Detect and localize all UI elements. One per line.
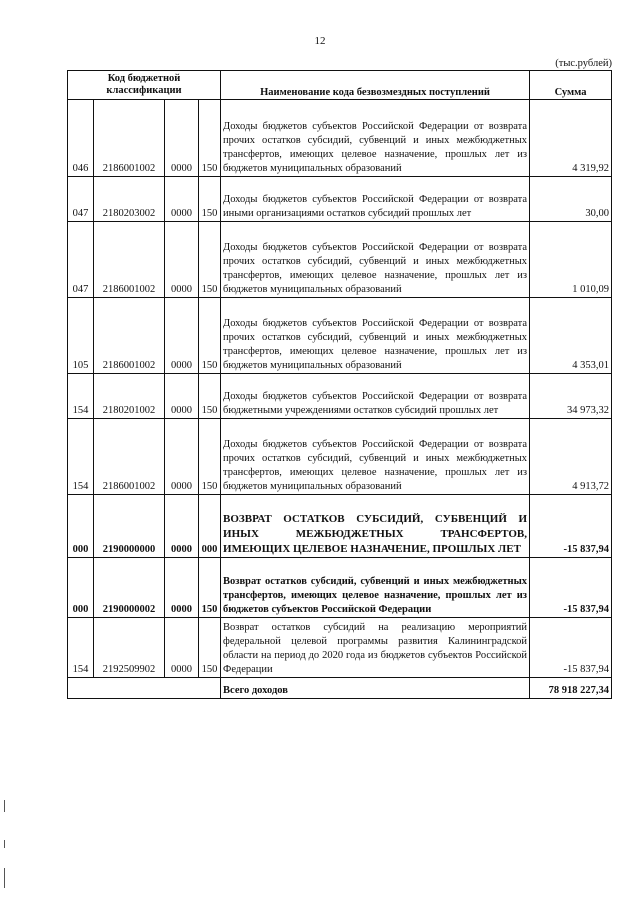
code-kind: 150 <box>199 100 221 177</box>
code-program: 0000 <box>165 618 199 678</box>
total-code-empty <box>68 678 221 699</box>
code-main: 2186001002 <box>94 298 165 374</box>
row-description: Доходы бюджетов субъектов Российской Федерации от возврата прочих остатков субсидий, субвенций и иных межбюджетных трансфертов, имеющих целевое назначение, прошлых лет из бюджетов муниципальных образований <box>221 298 530 374</box>
row-description: Доходы бюджетов субъектов Российской Федерации от возврата иными организациями остатков субсидий прошлых лет <box>221 177 530 222</box>
code-main: 2186001002 <box>94 222 165 298</box>
code-kind: 150 <box>199 558 221 618</box>
code-admin: 154 <box>68 374 94 419</box>
total-row <box>68 678 612 699</box>
code-kind: 150 <box>199 419 221 495</box>
total-label: Всего доходов <box>221 678 530 699</box>
code-program: 0000 <box>165 419 199 495</box>
header-code: Код бюджетной классификации <box>68 71 221 100</box>
row-description: Доходы бюджетов субъектов Российской Федерации от возврата бюджетными учреждениями остатков субсидий прошлых лет <box>221 374 530 419</box>
table-row <box>68 298 612 374</box>
row-description: Доходы бюджетов субъектов Российской Федерации от возврата прочих остатков субсидий, субвенций и иных межбюджетных трансфертов, имеющих целевое назначение, прошлых лет из бюджетов муниципальных образований <box>221 419 530 495</box>
row-sum: -15 837,94 <box>530 618 612 678</box>
code-kind: 150 <box>199 298 221 374</box>
scan-mark <box>4 800 5 812</box>
row-description: Доходы бюджетов субъектов Российской Федерации от возврата прочих остатков субсидий, субвенций и иных межбюджетных трансфертов, имеющих целевое назначение, прошлых лет из бюджетов муниципальных образований <box>221 100 530 177</box>
code-main: 2192509902 <box>94 618 165 678</box>
budget-table <box>67 70 612 699</box>
row-sum: 4 319,92 <box>530 100 612 177</box>
code-main: 2180201002 <box>94 374 165 419</box>
total-sum: 78 918 227,34 <box>530 678 612 699</box>
code-program: 0000 <box>165 177 199 222</box>
table-row <box>68 419 612 495</box>
row-sum: -15 837,94 <box>530 558 612 618</box>
code-admin: 000 <box>68 495 94 558</box>
table-row-subsection <box>68 558 612 618</box>
code-admin: 047 <box>68 177 94 222</box>
code-kind: 150 <box>199 177 221 222</box>
code-admin: 154 <box>68 618 94 678</box>
scan-mark <box>4 840 5 848</box>
code-kind: 150 <box>199 222 221 298</box>
table-row <box>68 374 612 419</box>
row-sum: 30,00 <box>530 177 612 222</box>
units-label: (тыс.рублей) <box>555 58 612 69</box>
code-program: 0000 <box>165 374 199 419</box>
header-sum: Сумма <box>530 71 612 100</box>
row-sum: 34 973,32 <box>530 374 612 419</box>
table-row <box>68 177 612 222</box>
table-row <box>68 222 612 298</box>
code-main: 2190000000 <box>94 495 165 558</box>
row-description: ВОЗВРАТ ОСТАТКОВ СУБСИДИЙ, СУБВЕНЦИЙ И ИНЫХ МЕЖБЮДЖЕТНЫХ ТРАНСФЕРТОВ, ИМЕЮЩИХ ЦЕЛЕВОЕ НАЗНАЧЕНИЕ, ПРОШЛЫХ ЛЕТ <box>221 495 530 558</box>
code-main: 2186001002 <box>94 419 165 495</box>
code-kind: 000 <box>199 495 221 558</box>
code-program: 0000 <box>165 298 199 374</box>
code-kind: 150 <box>199 618 221 678</box>
code-admin: 046 <box>68 100 94 177</box>
code-main: 2190000002 <box>94 558 165 618</box>
table-row <box>68 618 612 678</box>
scan-mark <box>4 868 5 888</box>
row-description: Возврат остатков субсидий на реализацию мероприятий федеральной целевой программы развития Калининградской области на период до 2020 года из бюджетов субъектов Российской Федерации <box>221 618 530 678</box>
code-admin: 047 <box>68 222 94 298</box>
table-row <box>68 100 612 177</box>
row-sum: 4 353,01 <box>530 298 612 374</box>
header-name: Наименование кода безвозмездных поступлений <box>221 71 530 100</box>
code-program: 0000 <box>165 222 199 298</box>
row-description: Доходы бюджетов субъектов Российской Федерации от возврата прочих остатков субсидий, субвенций и иных межбюджетных трансфертов, имеющих целевое назначение, прошлых лет из бюджетов муниципальных образований <box>221 222 530 298</box>
code-main: 2180203002 <box>94 177 165 222</box>
code-kind: 150 <box>199 374 221 419</box>
table-row-section <box>68 495 612 558</box>
row-description: Возврат остатков субсидий, субвенций и иных межбюджетных трансфертов, имеющих целевое назначение, прошлых лет из бюджетов субъектов Российской Федерации <box>221 558 530 618</box>
code-program: 0000 <box>165 495 199 558</box>
code-admin: 154 <box>68 419 94 495</box>
table-header-row <box>68 71 612 100</box>
row-sum: -15 837,94 <box>530 495 612 558</box>
row-sum: 1 010,09 <box>530 222 612 298</box>
row-sum: 4 913,72 <box>530 419 612 495</box>
page-number: 12 <box>314 35 326 47</box>
code-program: 0000 <box>165 100 199 177</box>
code-admin: 000 <box>68 558 94 618</box>
code-program: 0000 <box>165 558 199 618</box>
code-main: 2186001002 <box>94 100 165 177</box>
code-admin: 105 <box>68 298 94 374</box>
